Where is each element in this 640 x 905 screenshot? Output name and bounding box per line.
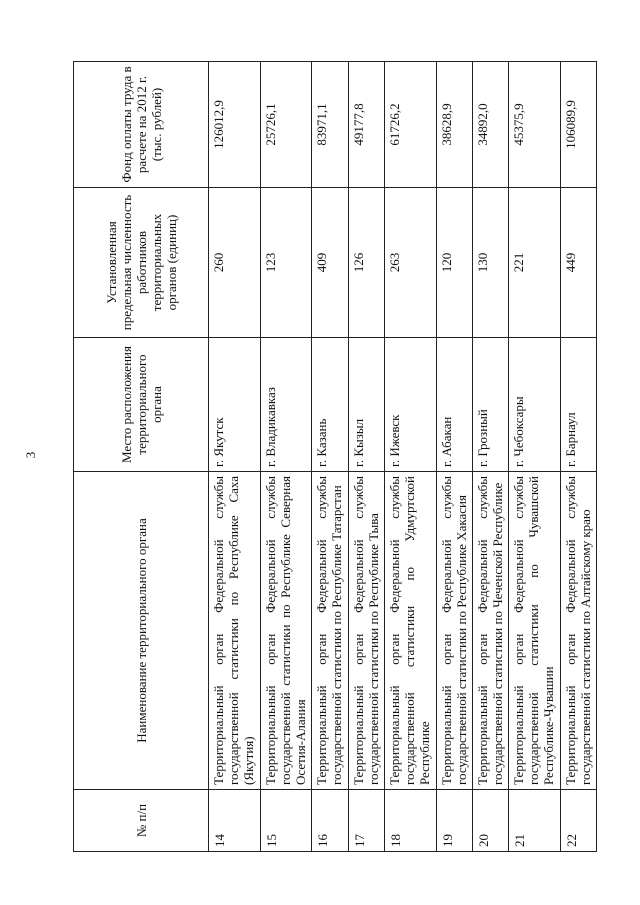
row-name: Территориальный орган Федеральной службы государственной статистики по Республике Северная Осетия-Алания [260, 472, 312, 790]
row-location: г. Кызыл [348, 338, 384, 472]
header-name: Наименование территориального органа [74, 472, 209, 790]
table-row [436, 62, 472, 852]
row-name: Территориальный орган Федеральной службы государственной статистики по Удмуртской Республике [384, 472, 436, 790]
table-row [260, 62, 312, 852]
row-name: Территориальный орган Федеральной службы государственной статистики по Чувашской Республике-Чувашии [508, 472, 560, 790]
row-num: 21 [508, 790, 560, 852]
row-fund: 83971,1 [312, 62, 348, 188]
row-name: Территориальный орган Федеральной службы государственной статистики по Республике Татарстан [312, 472, 348, 790]
row-staff: 120 [436, 188, 472, 338]
row-num: 15 [260, 790, 312, 852]
table-row [209, 62, 261, 852]
header-location: Место расположения территориального органа [74, 338, 209, 472]
table-sheet [73, 62, 597, 852]
territorial-bodies-table [73, 61, 597, 852]
table-row [472, 62, 508, 852]
row-num: 19 [436, 790, 472, 852]
row-fund: 106089,9 [560, 62, 596, 188]
table-row [348, 62, 384, 852]
row-staff: 260 [209, 188, 261, 338]
row-num: 22 [560, 790, 596, 852]
row-location: г. Ижевск [384, 338, 436, 472]
row-location: г. Абакан [436, 338, 472, 472]
page-number: 3 [23, 451, 38, 459]
row-num: 16 [312, 790, 348, 852]
row-location: г. Якутск [209, 338, 261, 472]
row-staff: 409 [312, 188, 348, 338]
row-location: г. Грозный [472, 338, 508, 472]
table-row [312, 62, 348, 852]
row-fund: 38628,9 [436, 62, 472, 188]
row-name: Территориальный орган Федеральной службы государственной статистики по Чеченской Республике [472, 472, 508, 790]
row-name: Территориальный орган Федеральной службы государственной статистики по Алтайскому краю [560, 472, 596, 790]
row-staff: 123 [260, 188, 312, 338]
row-staff: 263 [384, 188, 436, 338]
row-num: 18 [384, 790, 436, 852]
table-row [560, 62, 596, 852]
row-location: г. Чебоксары [508, 338, 560, 472]
row-staff: 449 [560, 188, 596, 338]
table-row [508, 62, 560, 852]
row-name: Территориальный орган Федеральной службы государственной статистики по Республике Тыва [348, 472, 384, 790]
row-fund: 61726,2 [384, 62, 436, 188]
row-num: 14 [209, 790, 261, 852]
header-num: № п/п [74, 790, 209, 852]
row-staff: 126 [348, 188, 384, 338]
table-header-row [74, 62, 209, 852]
header-staff: Установленная предельная численность работников территориальных органов (единиц) [74, 188, 209, 338]
row-fund: 126012,9 [209, 62, 261, 188]
table-row [384, 62, 436, 852]
row-fund: 49177,8 [348, 62, 384, 188]
row-name: Территориальный орган Федеральной службы государственной статистики по Республике Саха (Якутия) [209, 472, 261, 790]
row-staff: 130 [472, 188, 508, 338]
header-fund: Фонд оплаты труда в расчете на 2012 г. (тыс. рублей) [74, 62, 209, 188]
row-location: г. Владикавказ [260, 338, 312, 472]
row-fund: 45375,9 [508, 62, 560, 188]
row-location: г. Казань [312, 338, 348, 472]
row-staff: 221 [508, 188, 560, 338]
row-num: 17 [348, 790, 384, 852]
row-fund: 25726,1 [260, 62, 312, 188]
row-num: 20 [472, 790, 508, 852]
row-location: г. Барнаул [560, 338, 596, 472]
row-fund: 34892,0 [472, 62, 508, 188]
rotated-table-container [73, 62, 597, 852]
row-name: Территориальный орган Федеральной службы государственной статистики по Республике Хакасия [436, 472, 472, 790]
